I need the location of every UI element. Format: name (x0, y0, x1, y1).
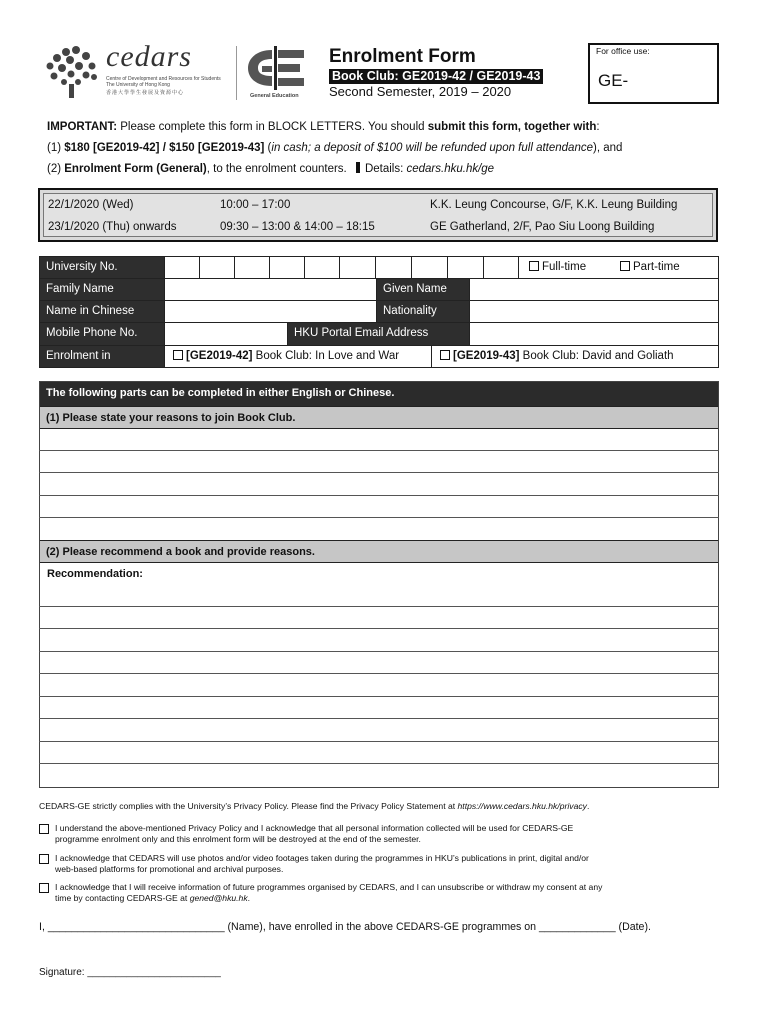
given-name-label: Given Name (376, 278, 470, 301)
office-code: GE- (598, 71, 629, 90)
schedule-time-2: 09:30 – 13:00 & 14:00 – 18:15 (220, 221, 375, 233)
office-use-box (588, 43, 719, 104)
option-1-code: [GE2019-42] (186, 350, 253, 362)
ack-2-line-2: web-based platforms for promotional and archival purposes. (55, 864, 284, 874)
schedule-time-1: 10:00 – 17:00 (220, 199, 291, 211)
ack-1-text (55, 823, 739, 845)
logo-caption-univ: The University of Hong Kong (106, 82, 170, 88)
schedule-venue-1: K.K. Leung Concourse, G/F, K.K. Leung Building (430, 199, 678, 211)
intro-num-1: (1) (47, 142, 65, 154)
intro-text: Please complete this form in BLOCK LETTERS. You should (117, 121, 428, 133)
ack-3-line-2 (55, 893, 739, 904)
intro-block (47, 117, 747, 180)
full-time-checkbox[interactable] (529, 261, 539, 271)
tree-dots-icon (44, 44, 102, 100)
answer-line[interactable] (39, 606, 719, 607)
privacy-text: CEDARS-GE strictly complies with the University’s Privacy Policy. Please find the Privacy Policy Statement at (39, 801, 458, 811)
intro-emphasis: submit this form, together with (427, 121, 597, 133)
details-marker (356, 162, 360, 173)
nationality-label: Nationality (376, 300, 470, 323)
deposit-note: in cash; a deposit of $100 will be refunded upon full attendance (271, 142, 593, 154)
ack-3 (39, 882, 739, 904)
part-time-label: Part-time (633, 261, 680, 273)
answer-line[interactable] (39, 472, 719, 473)
intro-num-2: (2) (47, 163, 65, 175)
email-field[interactable] (469, 322, 719, 346)
answer-line[interactable] (39, 517, 719, 518)
question-1-heading: (1) Please state your reasons to join Book Club. (40, 406, 718, 429)
important-label: IMPORTANT: (47, 121, 118, 133)
uni-digit-box[interactable] (269, 256, 305, 279)
section-banner: The following parts can be completed in either English or Chinese. (40, 382, 718, 406)
uni-digit-box[interactable] (483, 256, 519, 279)
option-2-checkbox[interactable] (440, 350, 450, 360)
ack-1-checkbox[interactable] (39, 824, 49, 834)
logo-caption-en: Centre of Development and Resources for Students (106, 76, 221, 82)
ack-1-line-1: I understand the above-mentioned Privacy Policy and I acknowledge that all personal information collected will be used for CEDARS-GE (55, 823, 574, 833)
schedule-inner (43, 193, 713, 237)
writing-section (39, 381, 719, 788)
full-time-label: Full-time (542, 261, 587, 273)
schedule-date-2: 23/1/2020 (Thu) onwards (48, 221, 177, 233)
intro-line-2 (47, 138, 747, 159)
uni-digit-box[interactable] (339, 256, 376, 279)
answer-line[interactable] (39, 628, 719, 629)
logo-wordmark: cedars (106, 40, 192, 73)
option-2-code: [GE2019-43] (453, 350, 520, 362)
office-use-label: For office use: (596, 46, 650, 56)
general-form-name: Enrolment Form (General) (64, 163, 207, 175)
family-name-label: Family Name (39, 278, 165, 301)
cedars-logo (44, 40, 234, 100)
fee-text: $180 [GE2019-42] / $150 [GE2019-43] (64, 142, 265, 154)
intro-colon: : (596, 121, 600, 133)
privacy-statement (39, 801, 739, 812)
ack-3-period: . (247, 893, 251, 903)
chinese-name-label: Name in Chinese (39, 300, 165, 323)
logo-caption-zh: 香港大學學生發展及資源中心 (106, 90, 185, 96)
answer-line[interactable] (39, 673, 719, 674)
header-divider (236, 46, 237, 100)
ack-3-text-a: time by contacting CEDARS-GE at (55, 893, 190, 903)
option-1-checkbox[interactable] (173, 350, 183, 360)
ack-2-line-1: I acknowledge that CEDARS will use photos and/or video footages taken during the programmes in HKU’s publications in print, digital and/or (55, 853, 589, 863)
mobile-label: Mobile Phone No. (39, 322, 165, 346)
signature-line[interactable]: Signature: ________________________ (39, 967, 221, 978)
mobile-field[interactable] (164, 322, 288, 346)
answer-line[interactable] (39, 718, 719, 719)
study-mode-cell (518, 256, 719, 279)
ack-2-checkbox[interactable] (39, 854, 49, 864)
uni-digit-box[interactable] (164, 256, 200, 279)
ack-1 (39, 823, 739, 845)
details-link[interactable]: cedars.hku.hk/ge (406, 163, 495, 175)
family-name-field[interactable] (164, 278, 377, 301)
enrolment-in-label: Enrolment in (39, 345, 165, 368)
intro-line-3 (47, 159, 747, 180)
ack-2-text (55, 853, 739, 875)
option-1-text: Book Club: In Love and War (252, 350, 400, 362)
ack-1-line-2: programme enrolment only and this enrolment form will be destroyed at the end of the semester. (55, 834, 421, 844)
intro-line-1 (47, 117, 747, 138)
ack-3-line-1: I acknowledge that I will receive information of future programmes organised by CEDARS, and I can unsubscribe or withdraw my consent at any (55, 882, 603, 892)
answer-line[interactable] (39, 696, 719, 697)
chinese-name-field[interactable] (164, 300, 377, 323)
question-2-heading: (2) Please recommend a book and provide reasons. (40, 540, 718, 563)
answer-line[interactable] (39, 763, 719, 764)
part-time-checkbox[interactable] (620, 261, 630, 271)
given-name-field[interactable] (469, 278, 719, 301)
full-time-option[interactable] (529, 261, 586, 273)
nationality-field[interactable] (469, 300, 719, 323)
ge-logo (240, 46, 310, 100)
schedule-date-1: 22/1/2020 (Wed) (48, 199, 134, 211)
contact-email-link[interactable]: gened@hku.hk (189, 893, 248, 903)
form-subtitle: Book Club: GE2019-42 / GE2019-43 (329, 69, 543, 84)
answer-line[interactable] (39, 450, 719, 451)
uni-digit-box[interactable] (411, 256, 448, 279)
option-2-text: Book Club: David and Goliath (519, 350, 674, 362)
ack-3-text (55, 882, 739, 904)
uni-digit-box[interactable] (199, 256, 235, 279)
semester-label: Second Semester, 2019 – 2020 (329, 84, 512, 99)
ge-caption: General Education (250, 93, 299, 99)
email-label: HKU Portal Email Address (287, 322, 470, 346)
uni-digit-box[interactable] (234, 256, 270, 279)
recommendation-label: Recommendation: (47, 568, 143, 580)
details-label: Details: (364, 163, 407, 175)
answer-line[interactable] (39, 651, 719, 652)
form-title: Enrolment Form (329, 46, 476, 67)
schedule-box (38, 188, 718, 242)
privacy-period: . (586, 801, 590, 811)
declaration-line[interactable]: I, ______________________________ (Name), have enrolled in the above CEDARS-GE programmes on _____________ (Date). (39, 921, 651, 933)
enrolment-option-2[interactable] (431, 345, 719, 368)
ack-2 (39, 853, 739, 875)
paren-open: ( (264, 142, 272, 154)
ge-mark-icon (242, 46, 308, 90)
ack-3-checkbox[interactable] (39, 883, 49, 893)
paren-close: ), and (592, 142, 623, 154)
university-no-label: University No. (39, 256, 165, 279)
enrolment-option-1[interactable] (164, 345, 432, 368)
schedule-venue-2: GE Gatherland, 2/F, Pao Siu Loong Building (430, 221, 655, 233)
uni-digit-box[interactable] (375, 256, 412, 279)
privacy-link[interactable]: https://www.cedars.hku.hk/privacy (457, 801, 587, 811)
answer-line[interactable] (39, 741, 719, 742)
uni-digit-box[interactable] (304, 256, 340, 279)
answer-line[interactable] (39, 495, 719, 496)
part-time-option[interactable] (620, 261, 680, 273)
counter-text: , to the enrolment counters. (206, 163, 347, 175)
uni-digit-box[interactable] (447, 256, 484, 279)
